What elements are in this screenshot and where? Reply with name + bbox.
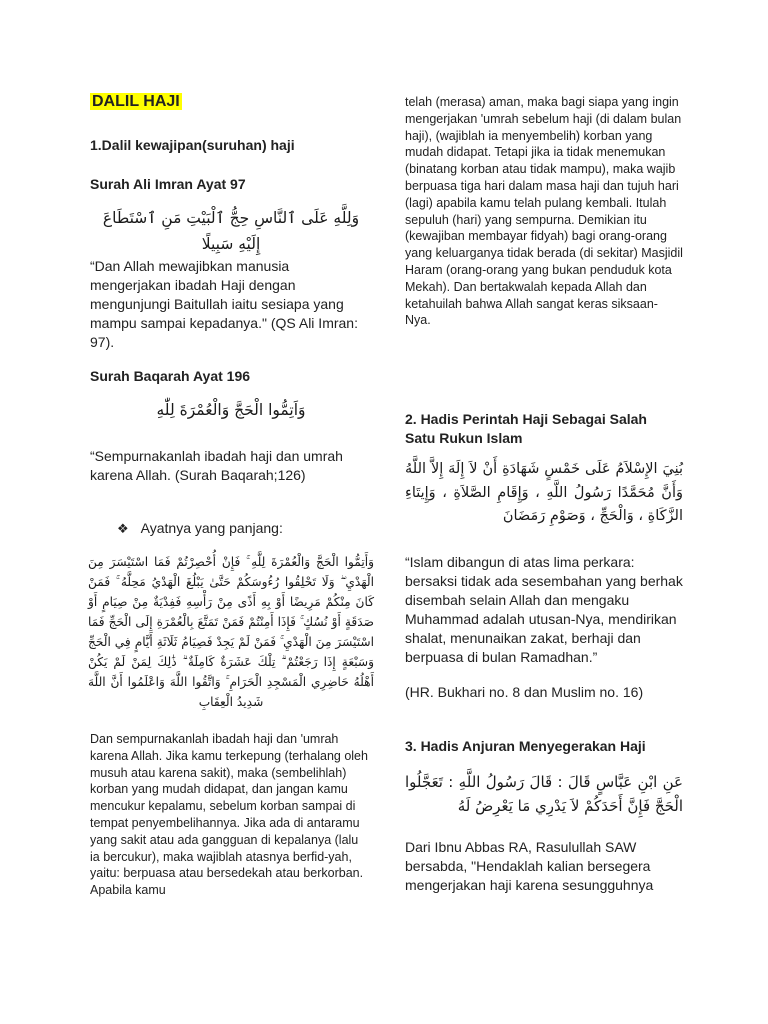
- long-verse-translation-part1: Dan sempurnakanlah ibadah haji dan 'umrah karena Allah. Jika kamu terkepung (terhalang oleh musuh atau karena sakit), maka (sembelihlah) korban yang mudah didapat, dan jangan kamu mencukur kepalamu, sebelum korban sampai di tempat penyembelihannya. Jika ada di antaramu yang sakit atau ada gangguan di kepalanya (lalu ia bercukur), maka wajiblah atasnya berfid-yah, yaitu: berpuasa atau bersedekah atau berkorban. Apabila kamu: [90, 732, 368, 898]
- document-title: [90, 93, 182, 111]
- long-verse-translation-part2: telah (merasa) aman, maka bagi siapa yang ingin mengerjakan 'umrah sebelum haji (di dalam bulan haji), (wajiblah ia menyembelih) korban yang mudah didapat. Tetapi jika ia tidak menemukan (binatang korban atau tidak mampu), maka wajib berpuasa tiga hari dalam masa haji dan tujuh hari (lagi) apabila kamu telah pulang kembali. Itulah sepuluh (hari) yang sempurna. Demikian itu (kewajiban membayar fidyah) bagi orang-orang yang keluarganya tidak berada (di sekitar) Masjidil Haram (orang-orang yang bukan penduduk kota Mekah). Dan bertakwalah kepada Allah dan ketahuilah bahwa Allah sangat keras siksaan-Nya.: [405, 95, 683, 328]
- heading-hadis-rukun-islam: 2. Hadis Perintah Haji Sebagai Salah Satu Rukun Islam: [405, 411, 647, 446]
- hadis-rukun-islam-source: (HR. Bukhari no. 8 dan Muslim no. 16): [405, 684, 644, 700]
- bullet-diamond-icon: ❖: [117, 521, 129, 536]
- hadis-rukun-islam-translation: “Islam dibangun di atas lima perkara: bersaksi tidak ada sesembahan yang berhak disembah selain Allah dan mengaku Muhammad adalah utusan-Nya, mendirikan shalat, menunaikan zakat, berhaji dan berpuasa di bulan Ramadhan.”: [405, 554, 683, 665]
- surah-ali-imran-translation: “Dan Allah mewajibkan manusia mengerjakan ibadah Haji dengan mengunjungi Baitullah iaitu sesiapa yang mampu sampai kepadanya." (QS Ali Imran: 97).: [90, 258, 358, 350]
- document-title-text: DALIL HAJI: [92, 93, 180, 110]
- surah-baqarah-title: Surah Baqarah Ayat 196: [90, 368, 251, 384]
- hadis-rukun-islam-arabic: بُنِيَ الإِسْلاَمُ عَلَى خَمْسٍ شَهَادَةِ أَنْ لاَ إِلَهَ إِلاَّ اللَّهُ وَأَنَّ مُحَمَّدًا رَسُولُ اللَّهِ ، وَإِقَامِ الصَّلاَةِ ، وَإِيتَاءِ الزَّكَاةِ ، وَالْحَجِّ ، وَصَوْمِ رَمَضَانَ: [405, 461, 683, 524]
- bullet-item-long-verse: [117, 520, 367, 537]
- heading-menyegerakan-haji: 3. Hadis Anjuran Menyegerakan Haji: [405, 738, 646, 754]
- hadis-menyegerakan-arabic: عَنِ ابْنِ عَبَّاسٍ قَالَ : قَالَ رَسُولُ اللَّهِ : تَعَجَّلُوا الْحَجَّ فَإِنَّ أَحَدَكُمْ لاَ يَدْرِي مَا يَعْرِضُ لَهُ: [405, 773, 683, 815]
- long-verse-arabic: وَأَتِمُّوا الْحَجَّ وَالْعُمْرَةَ لِلَّهِ ۚ فَإِنْ أُحْصِرْتُمْ فَمَا اسْتَيْسَرَ مِنَ الْهَدْيِ ۖ وَلَا تَحْلِقُوا رُءُوسَكُمْ حَتَّىٰ يَبْلُغَ الْهَدْيُ مَحِلَّهُ ۚ فَمَنْ كَانَ مِنْكُمْ مَرِيضًا أَوْ بِهِ أَذًى مِنْ رَأْسِهِ فَفِدْيَةٌ مِنْ صِيَامٍ أَوْ صَدَقَةٍ أَوْ نُسُكٍ ۚ فَإِذَا أَمِنْتُمْ فَمَنْ تَمَتَّعَ بِالْعُمْرَةِ إِلَى الْحَجِّ فَمَا اسْتَيْسَرَ مِنَ الْهَدْيِ ۚ فَمَنْ لَمْ يَجِدْ فَصِيَامُ ثَلَاثَةِ أَيَّامٍ فِي الْحَجِّ وَسَبْعَةٍ إِذَا رَجَعْتُمْ ۗ تِلْكَ عَشَرَةٌ كَامِلَةٌ ۗ ذَٰلِكَ لِمَنْ لَمْ يَكُنْ أَهْلُهُ حَاضِرِي الْمَسْجِدِ الْحَرَامِ ۚ وَاتَّقُوا اللَّهَ وَاعْلَمُوا أَنَّ اللَّهَ شَدِيدُ الْعِقَابِ: [88, 555, 374, 709]
- surah-baqarah-arabic: وَاَتِمُّوا الْحَجَّ وَالْعُمْرَةَ لِلّٰهِ: [156, 401, 306, 419]
- surah-ali-imran-title: Surah Ali Imran Ayat 97: [90, 176, 246, 192]
- surah-ali-imran-arabic: وَلِلَّهِ عَلَى ٱلنَّاسِ حِجُّ ٱلْبَيْتِ مَنِ ٱسْتَطَاعَ إِلَيْهِ سَبِيلًا: [102, 209, 360, 253]
- hadis-menyegerakan-translation: Dari Ibnu Abbas RA, Rasulullah SAW bersabda, "Hendaklah kalian bersegera mengerjakan haji karena sesungguhnya: [405, 839, 654, 893]
- surah-baqarah-translation: “Sempurnakanlah ibadah haji dan umrah karena Allah. (Surah Baqarah;126): [90, 448, 343, 483]
- heading-dalil-kewajipan: 1.Dalil kewajipan(suruhan) haji: [90, 137, 295, 153]
- bullet-text: Ayatnya yang panjang:: [140, 520, 283, 536]
